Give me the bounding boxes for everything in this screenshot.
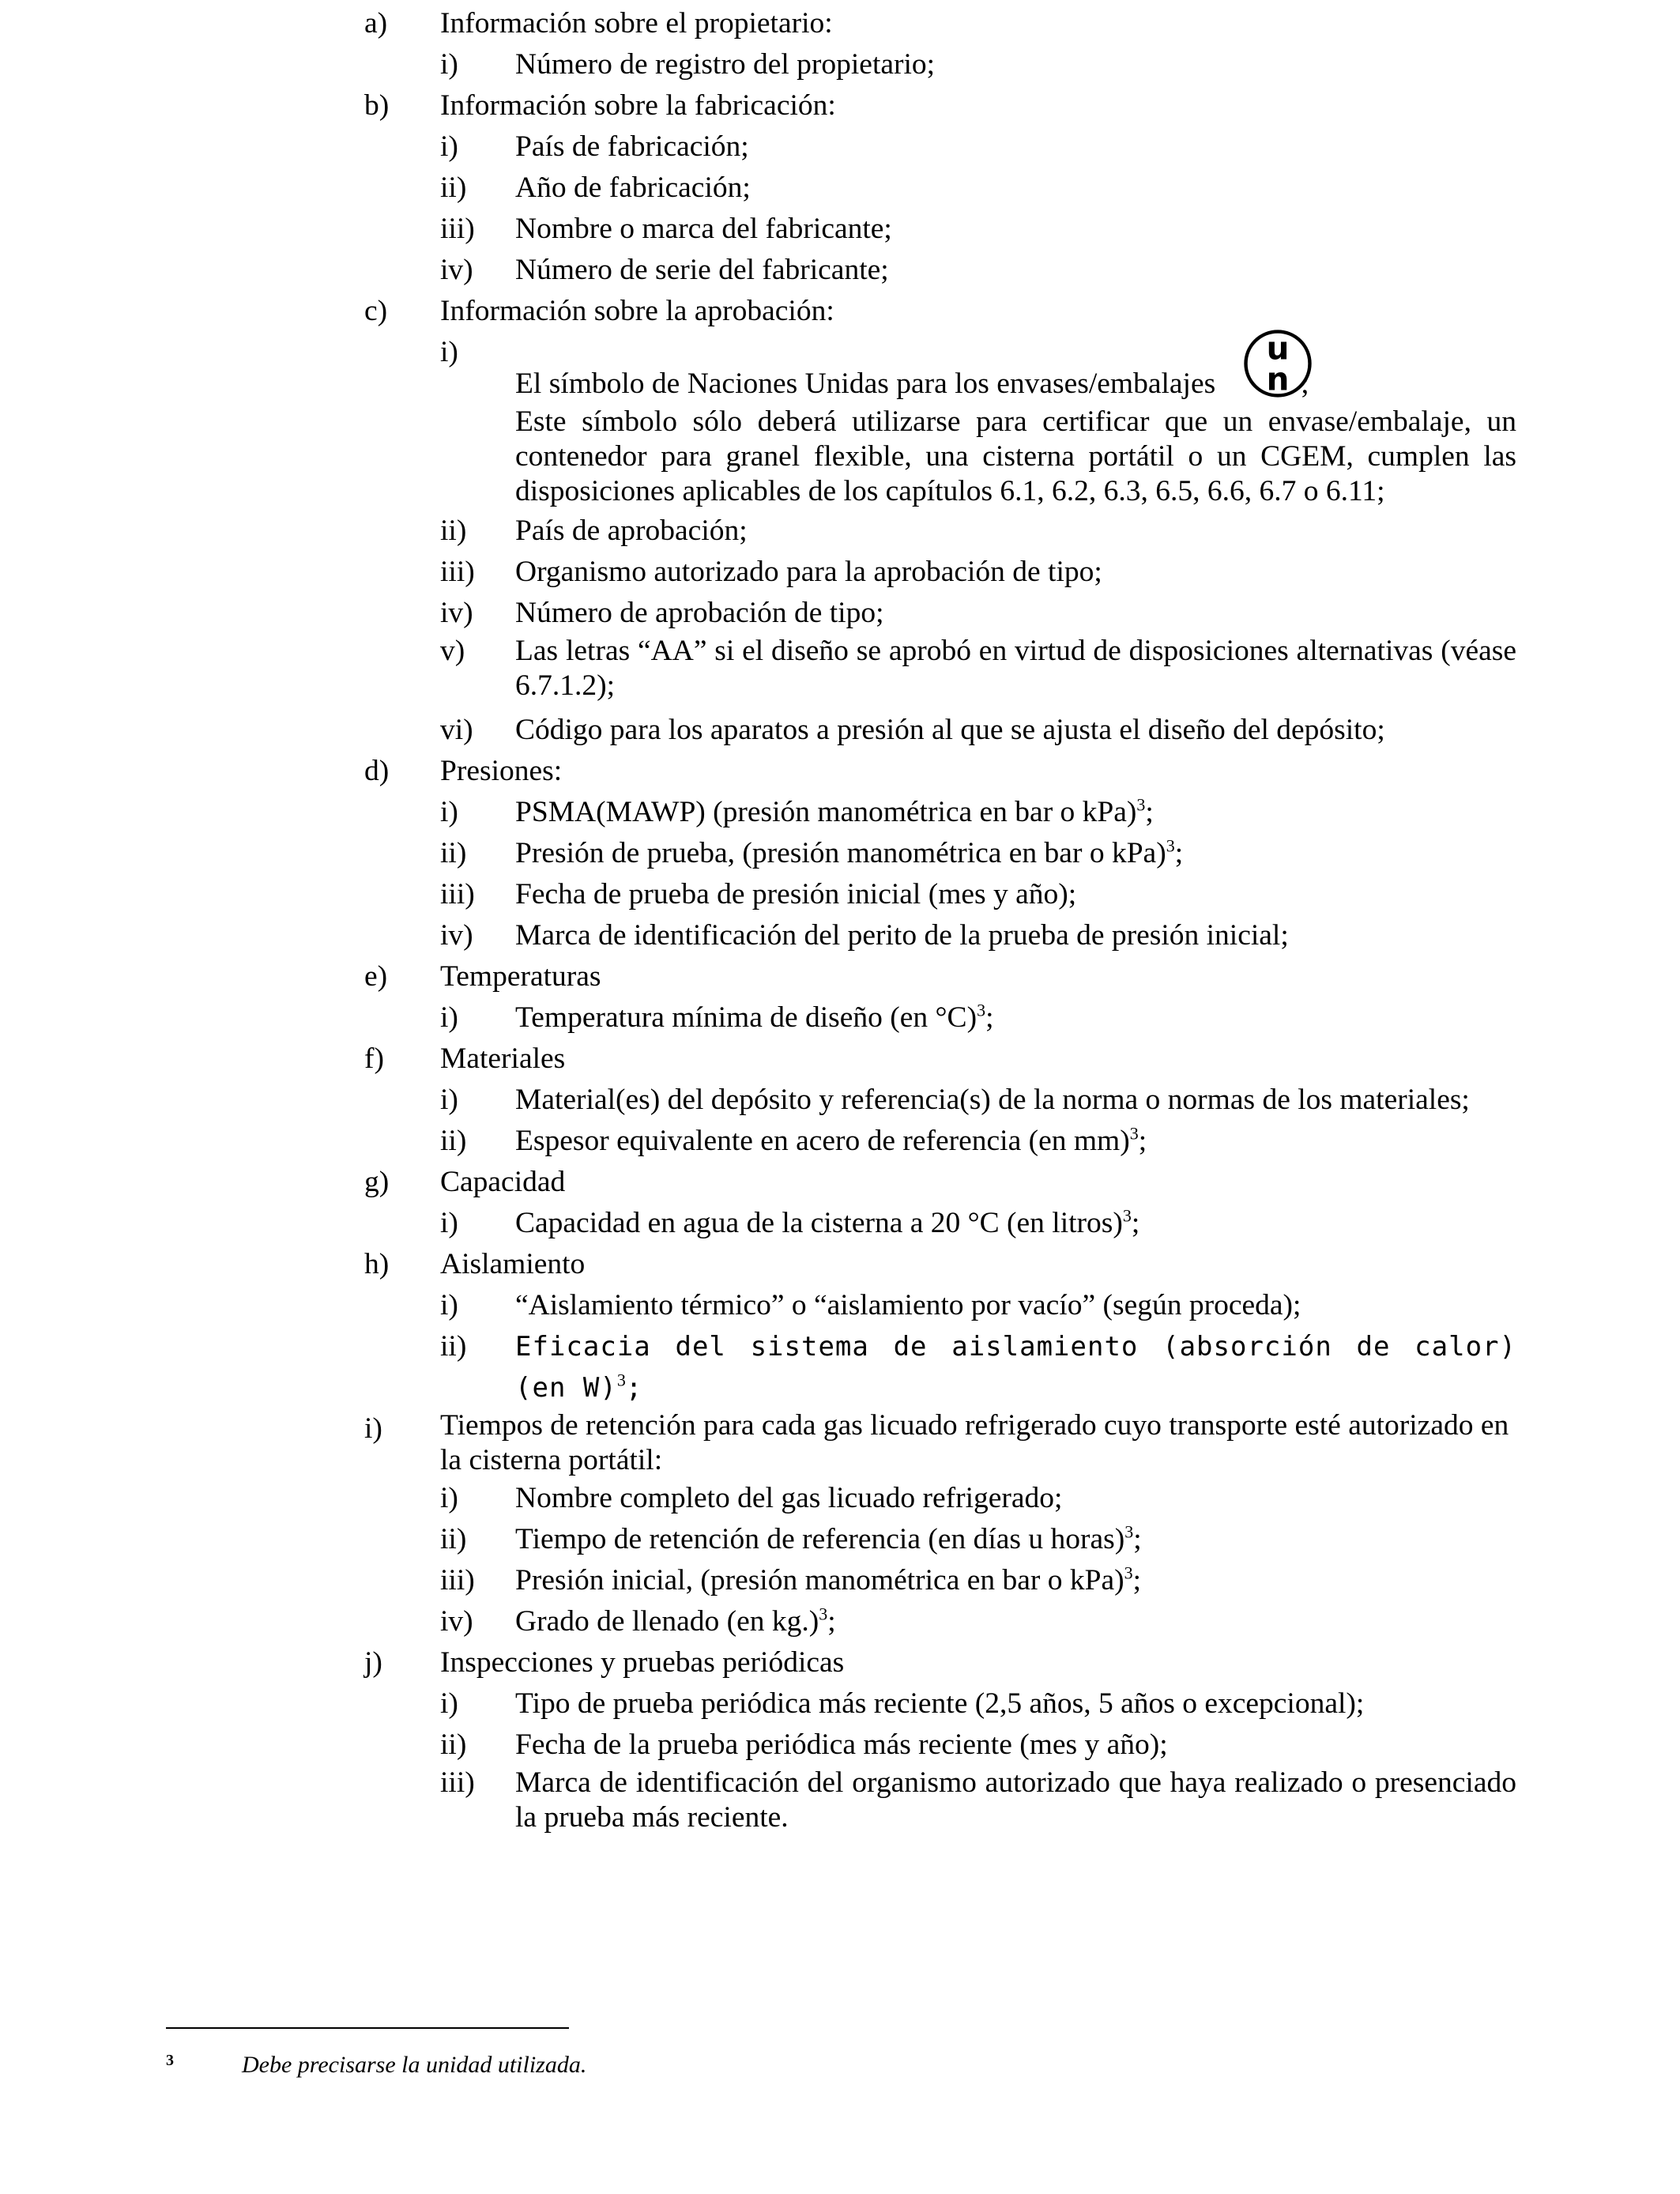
section	[364, 1244, 1516, 1408]
item-label: v)	[440, 635, 465, 667]
item-text: País de aprobación;	[515, 515, 748, 547]
item-text: Presión inicial, (presión manométrica en bar o kPa)	[515, 1564, 1124, 1596]
section-label: b)	[364, 89, 390, 122]
list-item	[364, 1285, 1516, 1326]
item-text: Las letras “AA” si el diseño se aprobó en virtud de disposiciones alternativas (véase 6.7.1.2);	[515, 635, 1516, 702]
item-note: Este símbolo sólo deberá utilizarse para certificar que un envase/embalaje, un contenedor para granel flexible, una cisterna portátil o un CGEM, cumplen las disposiciones aplicables de los capítulos 6.1, 6.2, 6.3, 6.5, 6.6, 6.7 o 6.11;	[515, 405, 1516, 507]
item-text: Fecha de la prueba periódica más reciente (mes y año);	[515, 1728, 1168, 1761]
section-title: Tiempos de retención para cada gas licuado refrigerado cuyo transporte esté autorizado en la cisterna portátil:	[440, 1409, 1509, 1476]
section-label: e)	[364, 960, 388, 993]
item-label: ii)	[440, 1728, 467, 1761]
item-text: PSMA(MAWP) (presión manométrica en bar o kPa)	[515, 796, 1137, 828]
section-label: f)	[364, 1042, 384, 1075]
item-label: i)	[440, 130, 458, 163]
section-title: Información sobre el propietario:	[440, 7, 833, 40]
section-label: h)	[364, 1248, 390, 1280]
section	[364, 1162, 1516, 1244]
item-label: ii)	[440, 837, 467, 869]
item-label: iv)	[440, 919, 473, 952]
section-title: Materiales	[440, 1042, 566, 1075]
item-text: Espesor equivalente en acero de referencia (en mm)	[515, 1125, 1130, 1157]
list-item	[364, 1560, 1516, 1601]
section	[364, 3, 1516, 85]
svg-text:n: n	[1266, 360, 1290, 398]
section-label: a)	[364, 7, 388, 40]
footnote-reference: 3	[1129, 1123, 1139, 1144]
list-item	[364, 1121, 1516, 1162]
item-text: Eficacia del sistema de aislamiento (absorción de calor) (en W)	[515, 1331, 1516, 1404]
item-text: Año de fabricación;	[515, 172, 751, 204]
item-label: iii)	[440, 213, 475, 245]
item-text: Número de registro del propietario;	[515, 48, 936, 81]
list-item	[364, 250, 1516, 291]
footnote-reference: 3	[1124, 1563, 1133, 1583]
list-item	[364, 1326, 1516, 1408]
section-title: Información sobre la fabricación:	[440, 89, 836, 122]
item-suffix: ;	[1138, 1125, 1147, 1157]
section-title: Temperaturas	[440, 960, 601, 993]
item-suffix: ;	[1132, 1564, 1142, 1596]
item-label: i)	[440, 1482, 458, 1514]
list-item	[364, 874, 1516, 915]
list-item	[364, 1766, 1516, 1835]
section	[364, 1039, 1516, 1162]
footnote-reference: 3	[1136, 794, 1146, 815]
marking-list	[364, 3, 1516, 1842]
section-title: Presiones:	[440, 755, 563, 787]
list-item	[364, 329, 1516, 509]
item-label: iv)	[440, 1605, 473, 1638]
item-text: Número de serie del fabricante;	[515, 254, 889, 286]
item-label: iii)	[440, 1766, 475, 1799]
section	[364, 751, 1516, 956]
item-suffix: ;	[827, 1605, 836, 1638]
item-label: i)	[440, 336, 458, 368]
item-suffix: ;	[1131, 1207, 1140, 1239]
section	[364, 85, 1516, 291]
item-label: i)	[440, 796, 458, 828]
section-label: d)	[364, 755, 390, 787]
item-text: Material(es) del depósito y referencia(s) de la norma o normas de los materiales;	[515, 1084, 1470, 1116]
section	[364, 1642, 1516, 1835]
item-label: iv)	[440, 254, 473, 286]
footnote-reference: 3	[1166, 835, 1175, 856]
item-text: Tipo de prueba periódica más reciente (2,5 años, 5 años o excepcional);	[515, 1687, 1365, 1720]
item-text: Grado de llenado (en kg.)	[515, 1605, 819, 1638]
footnote-separator	[166, 2027, 569, 2029]
section-title: Inspecciones y pruebas periódicas	[440, 1646, 845, 1679]
list-item	[364, 1478, 1516, 1519]
section-label: i)	[364, 1412, 382, 1445]
item-suffix: ;	[1301, 368, 1309, 400]
item-label: ii)	[440, 1523, 467, 1555]
item-text: Marca de identificación del organismo autorizado que haya realizado o presenciado la prueba más reciente.	[515, 1766, 1516, 1834]
footnote-reference: 3	[819, 1604, 828, 1624]
item-label: i)	[440, 1001, 458, 1034]
footnote-reference: 3	[1124, 1521, 1134, 1542]
list-item	[364, 1725, 1516, 1766]
list-item	[364, 710, 1516, 751]
list-item	[364, 593, 1516, 634]
item-text: Capacidad en agua de la cisterna a 20 °C (en litros)	[515, 1207, 1123, 1239]
item-label: iii)	[440, 1564, 475, 1596]
item-text: Temperatura mínima de diseño (en °C)	[515, 1001, 977, 1034]
list-item	[364, 1519, 1516, 1560]
list-item	[364, 1683, 1516, 1725]
footnote-reference: 3	[616, 1370, 626, 1390]
list-item	[364, 1203, 1516, 1244]
item-text: Tiempo de retención de referencia (en días u horas)	[515, 1523, 1125, 1555]
section-title: Capacidad	[440, 1166, 566, 1198]
item-text: Número de aprobación de tipo;	[515, 597, 884, 629]
section	[364, 1408, 1516, 1642]
svg-text:u: u	[1266, 329, 1290, 368]
item-label: i)	[440, 1289, 458, 1321]
item-text: Nombre o marca del fabricante;	[515, 213, 892, 245]
item-text: El símbolo de Naciones Unidas para los envases/embalajes	[515, 368, 1216, 400]
item-suffix: ;	[985, 1001, 994, 1034]
list-item	[364, 915, 1516, 956]
list-item	[364, 1080, 1516, 1121]
item-label: i)	[440, 48, 458, 81]
item-text: “Aislamiento térmico” o “aislamiento por vacío” (según proceda);	[515, 1289, 1301, 1321]
item-label: iv)	[440, 597, 473, 629]
item-text: Nombre completo del gas licuado refrigerado;	[515, 1482, 1063, 1514]
item-label: iii)	[440, 878, 475, 910]
list-item	[364, 126, 1516, 168]
list-item	[364, 209, 1516, 250]
item-text: Presión de prueba, (presión manométrica en bar o kPa)	[515, 837, 1166, 869]
section	[364, 291, 1516, 751]
item-label: ii)	[440, 172, 467, 204]
item-text: Organismo autorizado para la aprobación de tipo;	[515, 556, 1102, 588]
item-text: Fecha de prueba de presión inicial (mes y año);	[515, 878, 1077, 910]
footnote-number: 3	[166, 2052, 174, 2069]
list-item	[364, 792, 1516, 833]
list-item	[364, 634, 1516, 703]
footnote-text: Debe precisarse la unidad utilizada.	[242, 2052, 587, 2078]
item-text: Código para los aparatos a presión al que se ajusta el diseño del depósito;	[515, 714, 1385, 746]
footnote-reference: 3	[1122, 1205, 1132, 1226]
item-label: ii)	[440, 1330, 467, 1363]
section-label: c)	[364, 295, 388, 327]
item-suffix: ;	[1133, 1523, 1142, 1555]
un-packaging-symbol-icon	[1243, 329, 1313, 398]
item-text: Marca de identificación del perito de la prueba de presión inicial;	[515, 919, 1289, 952]
footnote-reference: 3	[977, 1000, 986, 1020]
list-item	[364, 1601, 1516, 1642]
section	[364, 956, 1516, 1039]
item-label: i)	[440, 1084, 458, 1116]
item-label: i)	[440, 1207, 458, 1239]
item-suffix: ;	[625, 1372, 643, 1404]
list-item	[364, 168, 1516, 209]
list-item	[364, 997, 1516, 1039]
item-suffix: ;	[1174, 837, 1184, 869]
item-label: iii)	[440, 556, 475, 588]
section-label: g)	[364, 1166, 390, 1198]
item-label: ii)	[440, 1125, 467, 1157]
item-label: vi)	[440, 714, 473, 746]
section-label: j)	[364, 1646, 382, 1679]
item-text: País de fabricación;	[515, 130, 749, 163]
list-item	[364, 833, 1516, 874]
item-suffix: ;	[1145, 796, 1154, 828]
list-item	[364, 552, 1516, 593]
item-label: ii)	[440, 515, 467, 547]
section-title: Aislamiento	[440, 1248, 586, 1280]
list-item	[364, 44, 1516, 85]
item-label: i)	[440, 1687, 458, 1720]
list-item	[364, 511, 1516, 552]
section-title: Información sobre la aprobación:	[440, 295, 834, 327]
